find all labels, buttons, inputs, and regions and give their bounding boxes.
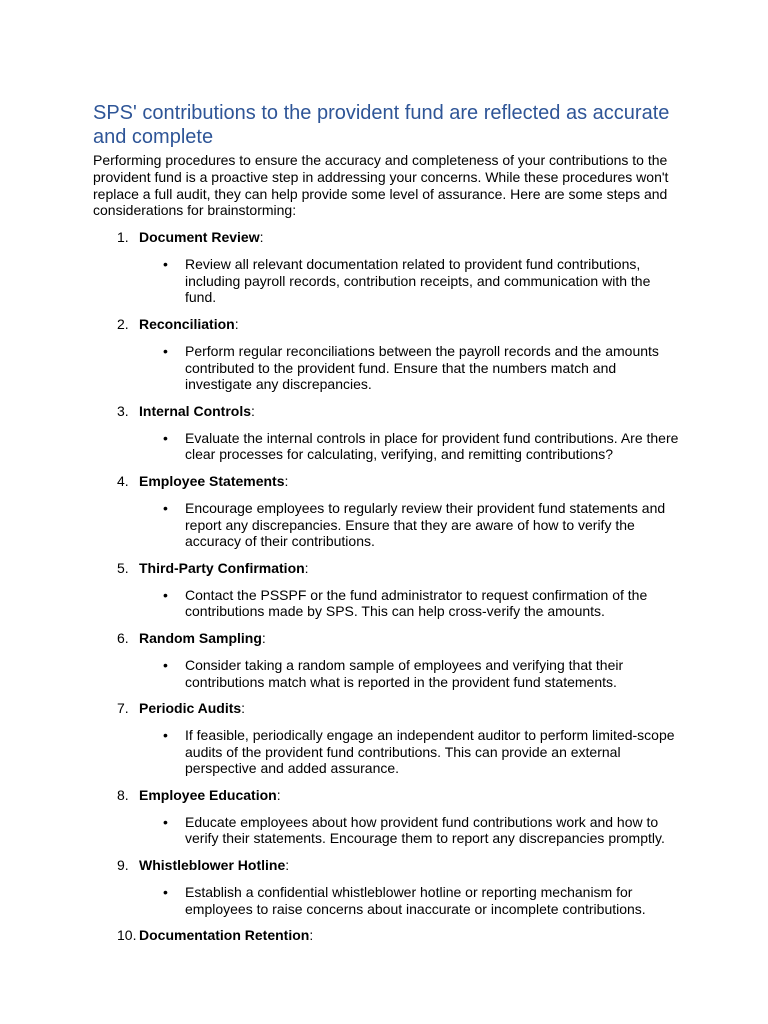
step-heading [93,229,681,246]
bullet-icon: • [163,727,168,744]
step-number: 10. [117,927,137,944]
bullet-text: Contact the PSSPF or the fund administrator to request confirmation of the contributions made by SPS. This can help cross-verify the amounts. [185,586,648,620]
bullet-text: Review all relevant documentation related to provident fund contributions, including payroll records, contribution receipts, and communication with the fund. [185,256,651,306]
bullet-item [93,343,681,393]
step-title: Periodic Audits [139,700,242,717]
step-bullets [93,727,681,777]
step-colon: : [309,927,314,944]
step-colon: : [276,786,281,803]
step-heading [93,927,681,944]
bullet-icon: • [163,499,168,516]
step-number: 1. [117,229,129,246]
step-item [93,316,681,393]
step-title: Employee Education [139,786,277,803]
bullet-icon: • [163,884,168,901]
step-number: 7. [117,700,129,717]
step-title: Document Review [139,229,260,246]
step-item [93,857,681,917]
bullet-item [93,500,681,550]
step-item [93,403,681,463]
step-number: 8. [117,786,129,803]
bullet-icon: • [163,813,168,830]
step-colon: : [261,629,266,646]
document-heading: SPS' contributions to the provident fund are reflected as accurate and complete [93,102,670,148]
bullet-icon: • [163,586,168,603]
step-item [93,787,681,847]
step-heading [93,473,681,490]
step-heading [93,787,681,804]
step-number: 9. [117,857,129,874]
step-colon: : [304,559,309,576]
bullet-text: If feasible, periodically engage an independent auditor to perform limited-scope audits of the provident fund contributions. This can provide an external perspective and added assurance. [185,727,675,777]
bullet-item [93,430,681,463]
step-colon: : [251,402,255,419]
step-item [93,700,681,777]
bullet-text: Evaluate the internal controls in place for provident fund contributions. Are there clear processes for calculating, verifying, and remitting contributions? [185,429,679,463]
bullet-item [93,814,681,847]
bullet-text: Consider taking a random sample of employees and verifying that their contributions match what is reported in the provident fund statements. [185,656,624,690]
step-bullets [93,657,681,690]
step-colon: : [284,472,289,489]
step-heading [93,560,681,577]
step-number: 5. [117,559,129,576]
step-heading [93,700,681,717]
step-number: 6. [117,629,129,646]
step-title: Documentation Retention [139,927,310,944]
step-title: Internal Controls [139,402,252,419]
step-bullets [93,500,681,550]
bullet-icon: • [163,342,168,359]
bullet-item [93,657,681,690]
step-number: 2. [117,315,129,332]
step-bullets [93,587,681,620]
step-number: 3. [117,402,129,419]
step-number: 4. [117,472,129,489]
bullet-icon: • [163,256,168,273]
step-colon: : [241,700,246,717]
step-title: Reconciliation [139,315,235,332]
bullet-icon: • [163,429,168,446]
bullet-text: Educate employees about how provident fund contributions work and how to verify their statements. Encourage them to report any discrepancies promptly. [185,813,665,847]
bullet-text: Establish a confidential whistleblower hotline or reporting mechanism for employees to raise concerns about inaccurate or incomplete contributions. [185,884,646,917]
step-heading [93,316,681,333]
step-bullets [93,343,681,393]
document-page [93,101,681,944]
bullet-item [93,727,681,777]
step-item [93,630,681,690]
step-title: Random Sampling [139,629,262,646]
step-item [93,229,681,306]
bullet-item [93,884,681,917]
step-title: Third-Party Confirmation [139,559,305,576]
step-title: Employee Statements [139,472,285,489]
bullet-text: Perform regular reconciliations between the payroll records and the amounts contributed to the provident fund. Ensure that the numbers match and investigate any discrepancies. [185,342,659,393]
bullet-item [93,587,681,620]
step-item [93,927,681,944]
step-colon: : [285,857,290,874]
bullet-icon: • [163,656,168,673]
step-item [93,560,681,620]
steps-list [93,229,681,944]
step-heading [93,857,681,874]
step-bullets [93,814,681,847]
step-bullets [93,430,681,463]
intro-paragraph: Performing procedures to ensure the accuracy and completeness of your contributions to the provident fund is a proactive step in addressing your concerns. While these procedures won't replace a full audit, they can help provide some level of assurance. Here are some steps and considerations for brainstorming: [93,152,669,219]
step-item [93,473,681,550]
bullet-item [93,256,681,306]
step-colon: : [259,229,264,246]
step-bullets [93,884,681,917]
step-colon: : [234,315,239,332]
step-bullets [93,256,681,306]
step-title: Whistleblower Hotline [139,857,286,874]
step-heading [93,630,681,647]
step-heading [93,403,681,420]
bullet-text: Encourage employees to regularly review their provident fund statements and report any discrepancies. Ensure that they are aware of how to verify the accuracy of their contributions. [185,499,666,550]
